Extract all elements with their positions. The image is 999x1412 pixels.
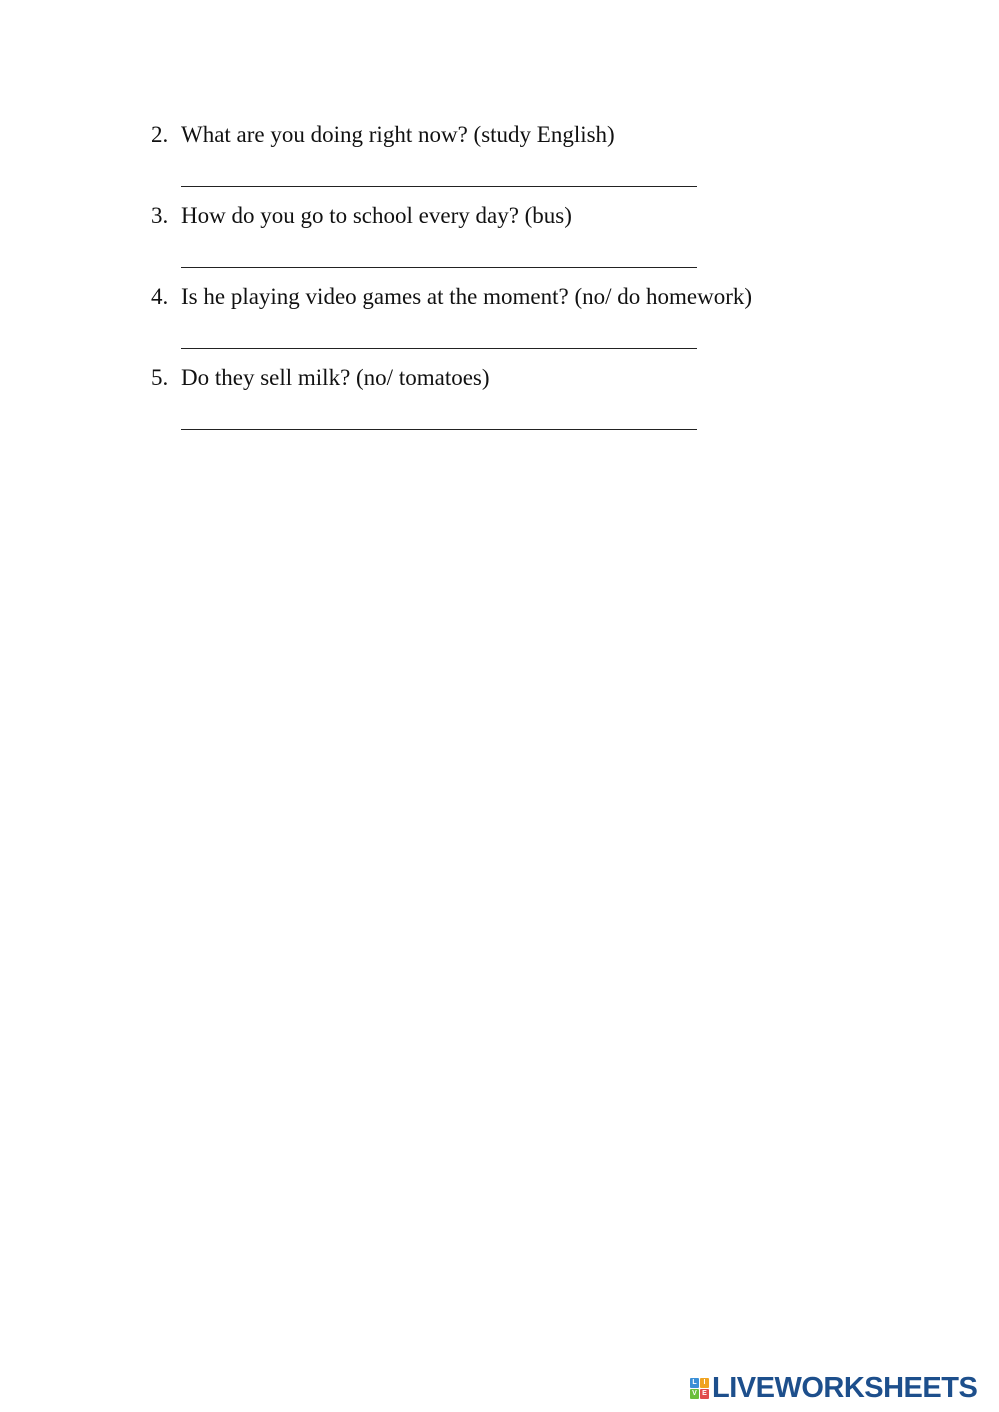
- question-number: 2.: [151, 122, 169, 147]
- question-5: [151, 364, 490, 392]
- logo-mark-letter: I: [700, 1378, 709, 1388]
- logo-text: LIVEWORKSHEETS: [712, 1372, 978, 1404]
- logo-mark-letter: L: [690, 1378, 699, 1388]
- question-text: Do they sell milk? (no/ tomatoes): [181, 365, 490, 390]
- logo-mark-icon: [690, 1378, 709, 1399]
- question-3: [151, 202, 572, 230]
- question-text: What are you doing right now? (study English): [181, 122, 615, 147]
- question-number: 5.: [151, 365, 169, 390]
- question-4: [151, 283, 752, 311]
- logo-mark-letter: V: [690, 1389, 699, 1399]
- question-number: 4.: [151, 284, 169, 309]
- question-text: How do you go to school every day? (bus): [181, 203, 572, 228]
- logo-mark-letter: E: [700, 1389, 709, 1399]
- question-number: 3.: [151, 203, 169, 228]
- answer-line-5[interactable]: [181, 429, 697, 430]
- answer-line-3[interactable]: [181, 267, 697, 268]
- answer-line-4[interactable]: [181, 348, 697, 349]
- question-text: Is he playing video games at the moment? (no/ do homework): [181, 284, 753, 309]
- question-2: [151, 121, 615, 149]
- liveworksheets-logo: [690, 1372, 977, 1404]
- answer-line-2[interactable]: [181, 186, 697, 187]
